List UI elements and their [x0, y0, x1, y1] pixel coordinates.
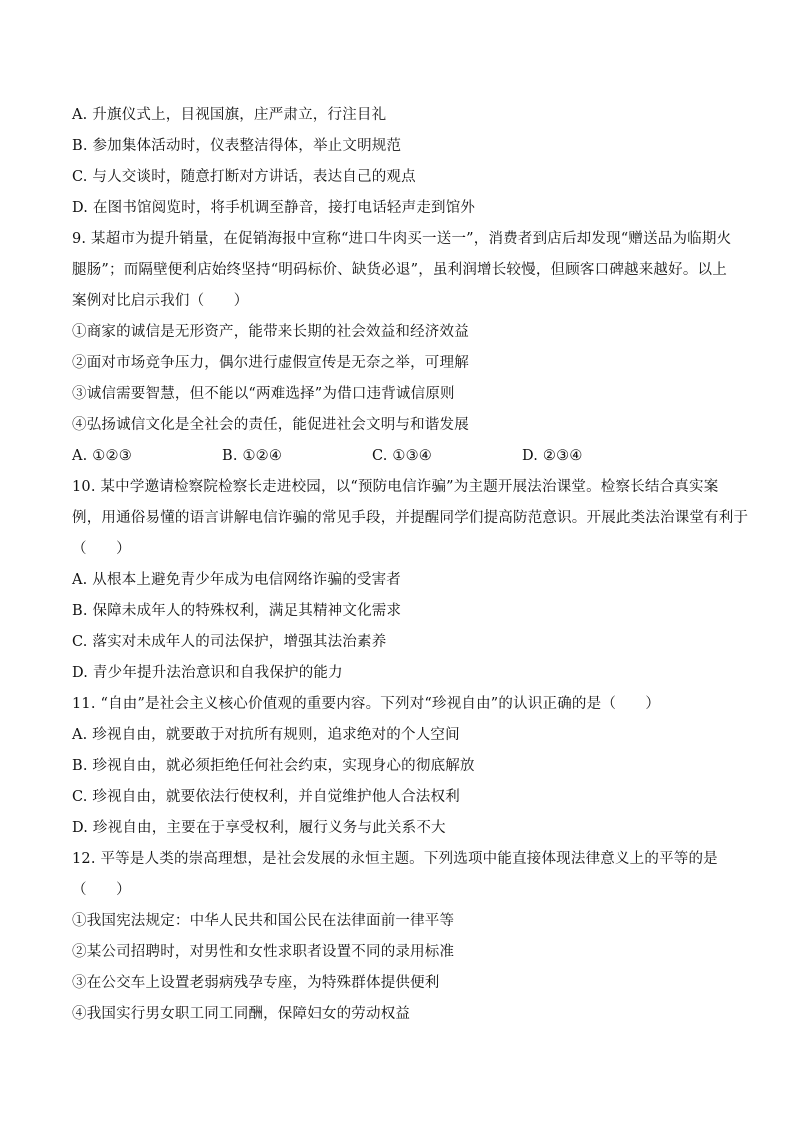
q12-stem-line-1: 12. 平等是人类的崇高理想，是社会发展的永恒主题。下列选项中能直接体现法律意义上的平等的是 [72, 851, 718, 867]
q9-choices [72, 441, 732, 472]
q11-stem-line-1: 11. “自由”是社会主义核心价值观的重要内容。下列对“珍视自由”的认识正确的是（ ） [72, 696, 661, 712]
q11-option-d: D. 珍视自由，主要在于享受权利，履行义务与此关系不大 [72, 820, 446, 836]
q9-statement-4: ④弘扬诚信文化是全社会的责任，能促进社会文明与和谐发展 [72, 417, 469, 433]
q10-option-c: C. 落实对未成年人的司法保护，增强其法治素养 [72, 634, 387, 650]
q9-statement-1: ①商家的诚信是无形资产，能带来长期的社会效益和经济效益 [72, 324, 469, 340]
q12-statement-3: ③在公交车上设置老弱病残孕专座，为特殊群体提供便利 [72, 975, 440, 991]
q8-option-a: A. 升旗仪式上，目视国旗，庄严肃立，行注目礼 [72, 107, 387, 123]
q8-option-c: C. 与人交谈时，随意打断对方讲话，表达自己的观点 [72, 169, 416, 185]
q8-option-b: B. 参加集体活动时，仪表整洁得体，举止文明规范 [72, 138, 402, 154]
q8-option-d: D. 在图书馆阅览时，将手机调至静音，接打电话轻声走到馆外 [72, 200, 476, 216]
q12-statement-4: ④我国实行男女职工同工同酬，保障妇女的劳动权益 [72, 1006, 411, 1022]
q9-choice-d: D. ②③④ [522, 448, 583, 464]
q9-statement-2: ②面对市场竞争压力，偶尔进行虚假宣传是无奈之举，可理解 [72, 355, 469, 371]
q11-option-a: A. 珍视自由，就要敢于对抗所有规则，追求绝对的个人空间 [72, 727, 460, 743]
q10-stem-line-1: 10. 某中学邀请检察院检察长走进校园，以“预防电信诈骗”为主题开展法治课堂。检察长结合真实案 [72, 479, 719, 495]
q12-stem-line-2: （ ） [72, 882, 131, 898]
q9-stem-line-3: 案例对比启示我们（ ） [72, 293, 249, 309]
q10-option-b: B. 保障未成年人的特殊权利，满足其精神文化需求 [72, 603, 402, 619]
q12-statement-2: ②某公司招聘时，对男性和女性求职者设置不同的录用标准 [72, 944, 455, 960]
q8-options [72, 100, 732, 224]
question-9 [72, 224, 732, 472]
q11-option-c: C. 珍视自由，就要依法行使权利，并自觉维护他人合法权利 [72, 789, 460, 805]
q12-statement-1: ①我国宪法规定：中华人民共和国公民在法律面前一律平等 [72, 913, 455, 929]
exam-page [72, 100, 749, 1030]
q10-stem-line-3: （ ） [72, 541, 131, 557]
q9-choice-b: B. ①②④ [222, 448, 283, 464]
q9-stem-line-1: 9. 某超市为提升销量，在促销海报中宣称“进口牛肉买一送一”，消费者到店后却发现“赠送品为临期火 [72, 231, 732, 247]
q9-statement-3: ③诚信需要智慧，但不能以“两难选择”为借口违背诚信原则 [72, 386, 455, 402]
q9-stem-line-2: 腿肠”；而隔壁便利店始终坚持“明码标价、缺货必退”，虽利润增长较慢，但顾客口碑越来越好。以上 [72, 262, 727, 278]
question-10 [72, 472, 749, 689]
q11-option-b: B. 珍视自由，就必须拒绝任何社会约束，实现身心的彻底解放 [72, 758, 475, 774]
question-11 [72, 689, 732, 844]
q10-option-d: D. 青少年提升法治意识和自我保护的能力 [72, 665, 343, 681]
q9-choice-c: C. ①③④ [372, 448, 432, 464]
question-12 [72, 844, 732, 1030]
q9-choice-a: A. ①②③ [72, 448, 132, 464]
q10-stem-line-2: 例，用通俗易懂的语言讲解电信诈骗的常见手段，并提醒同学们提高防范意识。开展此类法治课堂有利于 [72, 510, 749, 526]
q10-option-a: A. 从根本上避免青少年成为电信网络诈骗的受害者 [72, 572, 401, 588]
